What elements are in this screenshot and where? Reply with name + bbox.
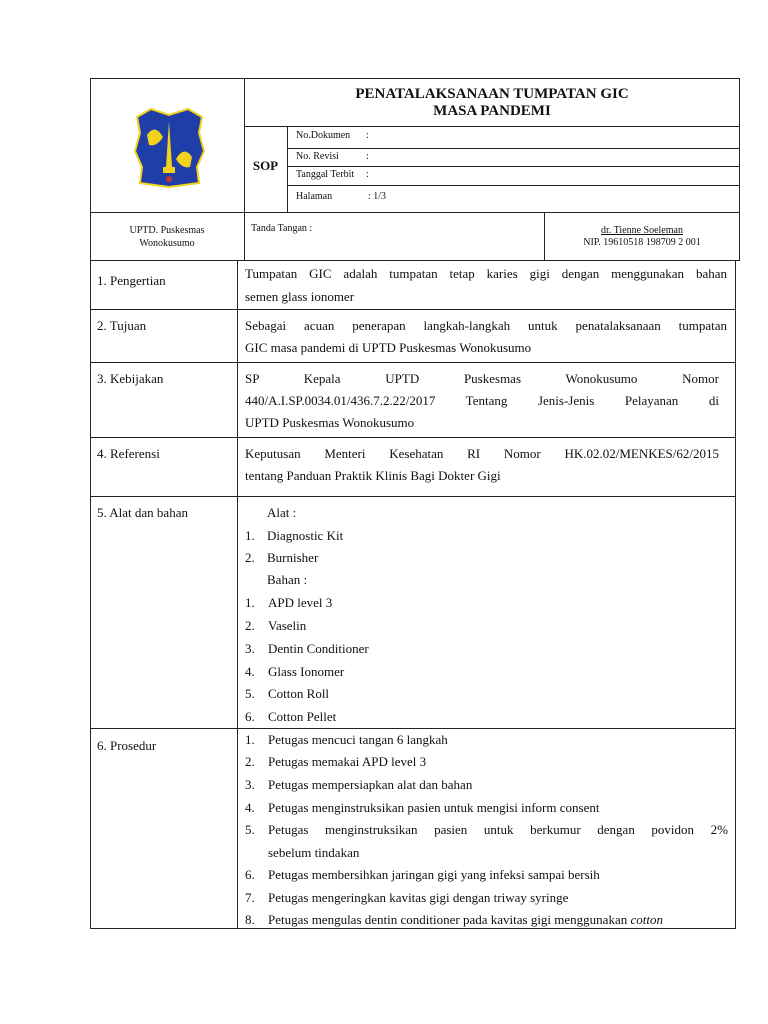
- tujuan-label: 2. Tujuan: [97, 318, 147, 333]
- kebijakan-label: 3. Kebijakan: [97, 371, 164, 386]
- header-border-bottom: [90, 260, 740, 261]
- prosedur-step-3-number: 3.: [245, 777, 255, 792]
- field-halaman-label: Halaman: [296, 191, 333, 202]
- prosedur-step-2-number: 2.: [245, 754, 255, 769]
- kebijakan-line2: 440/A.I.SP.0034.01/436.7.2.22/2017 Tentang Jenis-Jenis Pelayanan di: [245, 393, 719, 408]
- pengertian-line2: semen glass ionomer: [245, 289, 355, 304]
- bahan-item-5-number: 5.: [245, 686, 255, 701]
- unit-name-line1: UPTD. Puskesmas: [129, 225, 205, 236]
- signature-divider: [544, 212, 545, 260]
- referensi-line1: Keputusan Menteri Kesehatan RI Nomor HK.02.02/MENKES/62/2015: [245, 446, 719, 461]
- kebijakan-line3: UPTD Puskesmas Wonokusumo: [245, 415, 415, 430]
- bahan-item-6-text: Cotton Pellet: [268, 709, 337, 724]
- prosedur-step-8-text: [268, 912, 663, 928]
- field-line-2: [287, 166, 740, 167]
- body-border-left: [90, 260, 91, 929]
- bahan-item-4-text: Glass Ionomer: [268, 664, 345, 679]
- signer-name: dr. Tienne Soeleman: [601, 225, 683, 236]
- document-title-line2: MASA PANDEMI: [433, 103, 551, 119]
- signature-label: Tanda Tangan :: [251, 223, 313, 234]
- row-line-5: [90, 728, 736, 729]
- unit-name-line2: Wonokusumo: [139, 238, 195, 249]
- alat-item-1-text: Diagnostic Kit: [267, 528, 344, 543]
- bahan-item-1-text: APD level 3: [268, 595, 333, 610]
- referensi-line2: tentang Panduan Praktik Klinis Bagi Dokter Gigi: [245, 468, 501, 483]
- signer-nip: NIP. 19610518 198709 2 001: [583, 237, 701, 248]
- prosedur-step-5-continuation: sebelum tindakan: [268, 845, 360, 860]
- field-line-3: [287, 185, 740, 186]
- field-no-revisi-value: :: [366, 151, 369, 162]
- pengertian-label: 1. Pengertian: [97, 273, 166, 288]
- sop-divider: [287, 126, 288, 212]
- prosedur-step-5-number: 5.: [245, 822, 255, 837]
- bahan-item-2-text: Vaselin: [268, 618, 307, 633]
- prosedur-step-3-text: Petugas mempersiapkan alat dan bahan: [268, 777, 473, 792]
- prosedur-step-7-text: Petugas mengeringkan kavitas gigi dengan triway syringe: [268, 890, 569, 905]
- field-no-dokumen-label: No.Dokumen: [296, 130, 351, 141]
- prosedur-step-8-number: 8.: [245, 912, 255, 927]
- alat-label: 5. Alat dan bahan: [97, 505, 188, 520]
- body-label-divider: [237, 260, 238, 929]
- bahan-item-1-number: 1.: [245, 595, 255, 610]
- bahan-item-4-number: 4.: [245, 664, 255, 679]
- prosedur-step-5-text: Petugas menginstruksikan pasien untuk berkumur dengan povidon 2%: [268, 822, 728, 837]
- prosedur-step-4-number: 4.: [245, 800, 255, 815]
- field-halaman-value: : 1/3: [368, 191, 387, 202]
- header-border-top: [90, 78, 740, 79]
- kebijakan-line1: SP Kepala UPTD Puskesmas Wonokusumo Nomor: [245, 371, 719, 386]
- city-emblem-logo: [133, 107, 206, 189]
- bahan-item-3-text: Dentin Conditioner: [268, 641, 369, 656]
- field-tanggal-label: Tanggal Terbit: [296, 169, 355, 180]
- alat-item-1-number: 1.: [245, 528, 255, 543]
- bahan-heading: Bahan :: [267, 572, 308, 587]
- prosedur-label: 6. Prosedur: [97, 738, 157, 753]
- tujuan-line2: GIC masa pandemi di UPTD Puskesmas Wonokusumo: [245, 340, 532, 355]
- row-line-2: [90, 362, 736, 363]
- bahan-item-6-number: 6.: [245, 709, 255, 724]
- alat-item-2-number: 2.: [245, 550, 255, 565]
- prosedur-step-4-text: Petugas menginstruksikan pasien untuk mengisi inform consent: [268, 800, 600, 815]
- field-no-revisi-label: No. Revisi: [296, 151, 339, 162]
- prosedur-step-1-text: Petugas mencuci tangan 6 langkah: [268, 732, 448, 747]
- field-tanggal-value: :: [366, 169, 369, 180]
- prosedur-step-7-number: 7.: [245, 890, 255, 905]
- bahan-item-3-number: 3.: [245, 641, 255, 656]
- body-border-right: [735, 260, 736, 929]
- body-border-bottom: [90, 928, 736, 929]
- prosedur-step-2-text: Petugas memakai APD level 3: [268, 754, 427, 769]
- bahan-item-2-number: 2.: [245, 618, 255, 633]
- row-line-1: [90, 309, 736, 310]
- row-line-4: [90, 496, 736, 497]
- field-line-1: [287, 148, 740, 149]
- title-bottom-line: [244, 126, 740, 127]
- prosedur-step-6-number: 6.: [245, 867, 255, 882]
- document-title-line1: PENATALAKSANAAN TUMPATAN GIC: [355, 86, 629, 102]
- field-no-dokumen-value: :: [366, 130, 369, 141]
- bahan-item-5-text: Cotton Roll: [268, 686, 330, 701]
- tujuan-line1: Sebagai acuan penerapan langkah-langkah untuk penatalaksanaan tumpatan: [245, 318, 727, 333]
- prosedur-step-8-italic-text: cotton: [630, 912, 663, 927]
- alat-heading: Alat :: [267, 505, 297, 520]
- prosedur-step-1-number: 1.: [245, 732, 255, 747]
- sop-label: SOP: [252, 158, 279, 173]
- alat-item-2-text: Burnisher: [267, 550, 319, 565]
- pengertian-line1: Tumpatan GIC adalah tumpatan tetap karies gigi dengan menggunakan bahan: [245, 266, 727, 281]
- prosedur-step-6-text: Petugas membersihkan jaringan gigi yang infeksi sampai bersih: [268, 867, 600, 882]
- header-mid-line: [90, 212, 740, 213]
- prosedur-step-8-main-text: Petugas mengulas dentin conditioner pada kavitas gigi menggunakan: [268, 912, 628, 927]
- row-line-3: [90, 437, 736, 438]
- referensi-label: 4. Referensi: [97, 446, 160, 461]
